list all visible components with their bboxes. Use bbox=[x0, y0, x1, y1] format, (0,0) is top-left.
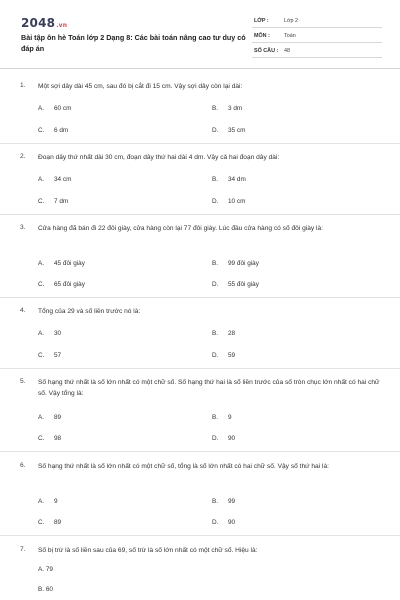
question-number: 6. bbox=[20, 462, 26, 469]
option-letter: A. bbox=[38, 566, 45, 573]
option-text: 55 đôi giày bbox=[228, 281, 259, 288]
option-letter: D. bbox=[212, 198, 219, 205]
option-letter: A. bbox=[38, 176, 45, 183]
meta-row-subject bbox=[252, 30, 382, 43]
option-a[interactable] bbox=[38, 330, 61, 337]
option-d[interactable] bbox=[212, 198, 245, 205]
option-b[interactable] bbox=[212, 105, 242, 112]
option-letter: B. bbox=[212, 330, 219, 337]
option-text: 89 bbox=[54, 414, 62, 421]
option-c[interactable] bbox=[38, 352, 61, 359]
option-c[interactable] bbox=[38, 435, 61, 442]
option-b[interactable] bbox=[212, 414, 232, 421]
question-text: Số hạng thứ nhất là số lớn nhất có một chữ số. Số hạng thứ hai là số liền trước của số tròn chục lớn nhất có hai chữ số. Vậy tổng là: bbox=[38, 379, 380, 397]
option-text: 45 đôi giày bbox=[54, 260, 85, 267]
option-text: 28 bbox=[228, 330, 236, 337]
question-divider bbox=[0, 297, 400, 298]
option-a[interactable] bbox=[38, 414, 61, 421]
question-number: 7. bbox=[20, 546, 26, 553]
meta-label: SỐ CÂU : bbox=[254, 48, 279, 54]
option-text: 3 dm bbox=[228, 105, 243, 112]
option-c[interactable] bbox=[38, 127, 68, 134]
option-letter: C. bbox=[38, 435, 45, 442]
option-letter: D. bbox=[212, 352, 219, 359]
option-c[interactable] bbox=[38, 281, 85, 288]
question-divider bbox=[0, 451, 400, 452]
option-letter: B. bbox=[212, 176, 219, 183]
meta-row-grade bbox=[252, 15, 382, 28]
option-text: 9 bbox=[54, 498, 58, 505]
option-b[interactable] bbox=[212, 330, 235, 337]
option-b[interactable] bbox=[212, 498, 235, 505]
question-text: Cửa hàng đã bán đi 22 đôi giày, cửa hàng còn lại 77 đôi giày. Lúc đầu cửa hàng có số đôi giày là: bbox=[38, 225, 323, 232]
option-text: 30 bbox=[54, 330, 62, 337]
option-text: 99 bbox=[228, 498, 236, 505]
option-b[interactable] bbox=[38, 586, 53, 593]
logo-text: 2048 bbox=[21, 16, 56, 30]
option-text: 7 dm bbox=[54, 198, 69, 205]
option-d[interactable] bbox=[212, 435, 235, 442]
option-a[interactable] bbox=[38, 566, 53, 573]
question-text: Số hạng thứ nhất là số lớn nhất có một chữ số, tổng là số lớn nhất có hai chữ số. Vậy số thứ hai là: bbox=[38, 463, 329, 470]
option-letter: A. bbox=[38, 330, 45, 337]
option-text: 60 bbox=[45, 586, 53, 593]
document-header bbox=[0, 0, 400, 69]
option-letter: D. bbox=[212, 127, 219, 134]
option-text: 79 bbox=[45, 566, 53, 573]
option-b[interactable] bbox=[212, 260, 259, 267]
option-letter: C. bbox=[38, 352, 45, 359]
option-text: 9 bbox=[228, 414, 232, 421]
question-divider bbox=[0, 535, 400, 536]
option-d[interactable] bbox=[212, 352, 235, 359]
option-d[interactable] bbox=[212, 519, 235, 526]
option-text: 98 bbox=[54, 435, 62, 442]
option-letter: C. bbox=[38, 127, 45, 134]
option-letter: C. bbox=[38, 281, 45, 288]
meta-value: Lớp 2 bbox=[284, 18, 299, 24]
option-a[interactable] bbox=[38, 105, 71, 112]
question-number: 1. bbox=[20, 82, 26, 89]
option-text: 90 bbox=[228, 435, 236, 442]
option-text: 10 cm bbox=[228, 198, 246, 205]
option-text: 65 đôi giày bbox=[54, 281, 85, 288]
option-a[interactable] bbox=[38, 176, 71, 183]
question-text: Một sợi dây dài 45 cm, sau đó bị cắt đi 15 cm. Vậy sợi dây còn lại dài: bbox=[38, 83, 243, 90]
meta-value: Toán bbox=[284, 33, 296, 39]
site-logo[interactable] bbox=[21, 16, 67, 30]
meta-row-question-count bbox=[252, 45, 382, 58]
option-letter: B. bbox=[212, 260, 219, 267]
option-c[interactable] bbox=[38, 519, 61, 526]
option-d[interactable] bbox=[212, 281, 259, 288]
option-letter: D. bbox=[212, 281, 219, 288]
option-text: 90 bbox=[228, 519, 236, 526]
question-number: 3. bbox=[20, 224, 26, 231]
question-text: Số bị trừ là số liền sau của 69, số trừ là số lớn nhất có một chữ số. Hiệu là: bbox=[38, 547, 258, 554]
option-c[interactable] bbox=[38, 198, 68, 205]
meta-label: MÔN : bbox=[254, 33, 270, 39]
option-letter: C. bbox=[38, 519, 45, 526]
option-a[interactable] bbox=[38, 260, 85, 267]
document-title: Bài tập ôn hè Toán lớp 2 Dạng 8: Các bài toán nâng cao tư duy có đáp án bbox=[21, 33, 246, 53]
option-text: 57 bbox=[54, 352, 62, 359]
option-letter: A. bbox=[38, 260, 45, 267]
option-letter: D. bbox=[212, 519, 219, 526]
option-letter: A. bbox=[38, 498, 45, 505]
question-number: 2. bbox=[20, 153, 26, 160]
option-letter: B. bbox=[212, 105, 219, 112]
option-text: 89 bbox=[54, 519, 62, 526]
option-text: 99 đôi giày bbox=[228, 260, 259, 267]
question-divider bbox=[0, 143, 400, 144]
option-letter: D. bbox=[212, 435, 219, 442]
option-b[interactable] bbox=[212, 176, 246, 183]
question-text: Đoạn dây thứ nhất dài 30 cm, đoạn dây thứ hai dài 4 dm. Vậy cả hai đoạn dây dài: bbox=[38, 154, 280, 161]
option-text: 60 cm bbox=[54, 105, 72, 112]
option-letter: B. bbox=[38, 586, 45, 593]
question-number: 5. bbox=[20, 378, 26, 385]
option-d[interactable] bbox=[212, 127, 245, 134]
option-text: 35 cm bbox=[228, 127, 246, 134]
logo-suffix: .vn bbox=[56, 22, 68, 29]
option-text: 34 cm bbox=[54, 176, 72, 183]
question-divider bbox=[0, 214, 400, 215]
option-text: 6 dm bbox=[54, 127, 69, 134]
option-letter: A. bbox=[38, 105, 45, 112]
meta-label: LỚP : bbox=[254, 18, 269, 24]
option-letter: C. bbox=[38, 198, 45, 205]
option-a[interactable] bbox=[38, 498, 58, 505]
question-divider bbox=[0, 368, 400, 369]
meta-value: 48 bbox=[284, 48, 290, 54]
option-letter: B. bbox=[212, 498, 219, 505]
option-text: 34 dm bbox=[228, 176, 246, 183]
question-text: Tổng của 29 và số liền trước nó là: bbox=[38, 308, 141, 315]
option-letter: A. bbox=[38, 414, 45, 421]
question-number: 4. bbox=[20, 307, 26, 314]
option-letter: B. bbox=[212, 414, 219, 421]
option-text: 59 bbox=[228, 352, 236, 359]
